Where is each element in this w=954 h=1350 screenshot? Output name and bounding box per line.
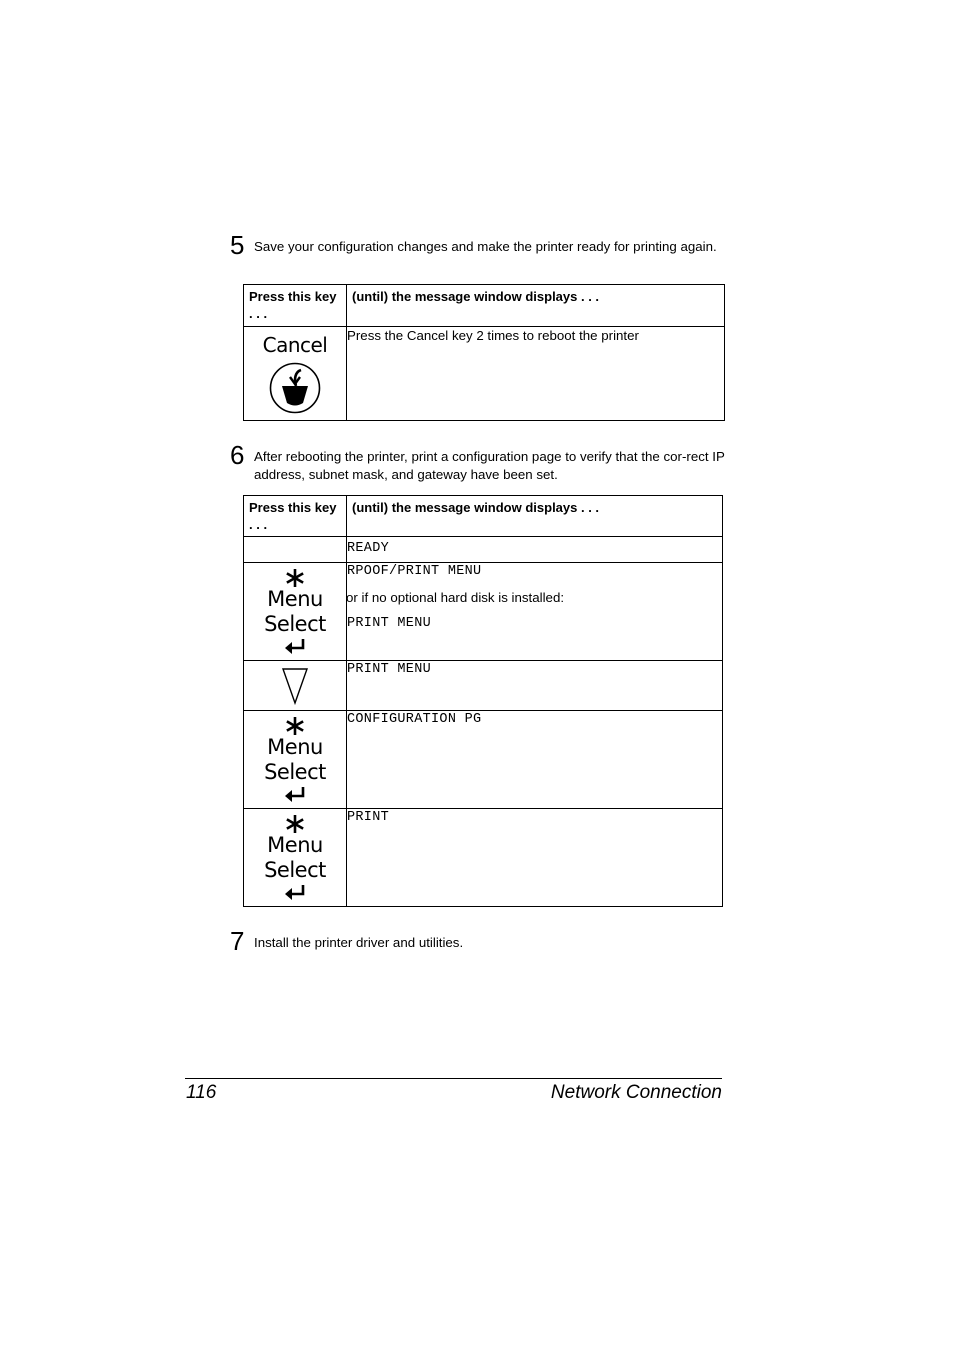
- enter-arrow-icon: [284, 884, 306, 900]
- asterisk-icon: [286, 717, 304, 735]
- menu-select-key-cell: [244, 809, 347, 907]
- menu-select-key-cell: [244, 711, 347, 809]
- message-cell: Press the Cancel key 2 times to reboot the printer: [347, 327, 725, 421]
- step-6: [230, 440, 730, 484]
- cancel-icon: [268, 361, 322, 415]
- enter-arrow-icon: [284, 786, 306, 802]
- select-key-label: Select: [264, 760, 326, 784]
- section-title: Network Connection: [550, 1082, 722, 1103]
- cancel-key-label: Cancel: [262, 333, 328, 357]
- header-key: Press this key . . .: [244, 496, 347, 537]
- asterisk-icon: [286, 569, 304, 587]
- header-message: (until) the message window displays . . .: [347, 285, 725, 327]
- message-print-menu: PRINT MENU: [347, 661, 723, 711]
- step-number: 7: [230, 926, 245, 956]
- down-key-cell: [244, 661, 347, 711]
- step-text: After rebooting the printer, print a configuration page to verify that the cor-rect IP address, subnet mask, and gateway have been set.: [254, 449, 725, 482]
- key-table-step-5: [243, 284, 725, 421]
- message-rpoof-print-menu: RPOOF/PRINT MENU: [347, 564, 482, 579]
- menu-key-label: Menu: [267, 587, 323, 611]
- step-text: Save your configuration changes and make the printer ready for printing again.: [254, 239, 717, 254]
- step-7: [230, 926, 730, 956]
- page-number: 116: [186, 1082, 217, 1103]
- empty-key-cell: [244, 537, 347, 563]
- step-5: [230, 230, 730, 260]
- select-key-label: Select: [264, 612, 326, 636]
- message-print: PRINT: [347, 809, 723, 907]
- menu-key-label: Menu: [267, 833, 323, 857]
- message-print-menu: PRINT MENU: [347, 616, 432, 631]
- enter-arrow-icon: [284, 638, 306, 654]
- select-key-label: Select: [264, 858, 326, 882]
- step-number: 5: [230, 230, 245, 260]
- down-arrow-icon: [281, 667, 309, 705]
- step-number: 6: [230, 440, 245, 470]
- header-message: (until) the message window displays . . .: [347, 496, 723, 537]
- message-cell: [347, 563, 723, 661]
- menu-key-label: Menu: [267, 735, 323, 759]
- asterisk-icon: [286, 815, 304, 833]
- cancel-key-cell: [244, 327, 347, 421]
- menu-select-key-cell: [244, 563, 347, 661]
- message-configuration-pg: CONFIGURATION PG: [347, 711, 723, 809]
- key-table-step-6: [243, 495, 723, 907]
- header-key: Press this key . . .: [244, 285, 347, 327]
- step-text: Install the printer driver and utilities.: [254, 935, 464, 950]
- message-note: or if no optional hard disk is installed:: [346, 590, 565, 605]
- footer-divider: [185, 1078, 722, 1079]
- message-ready: READY: [347, 537, 723, 563]
